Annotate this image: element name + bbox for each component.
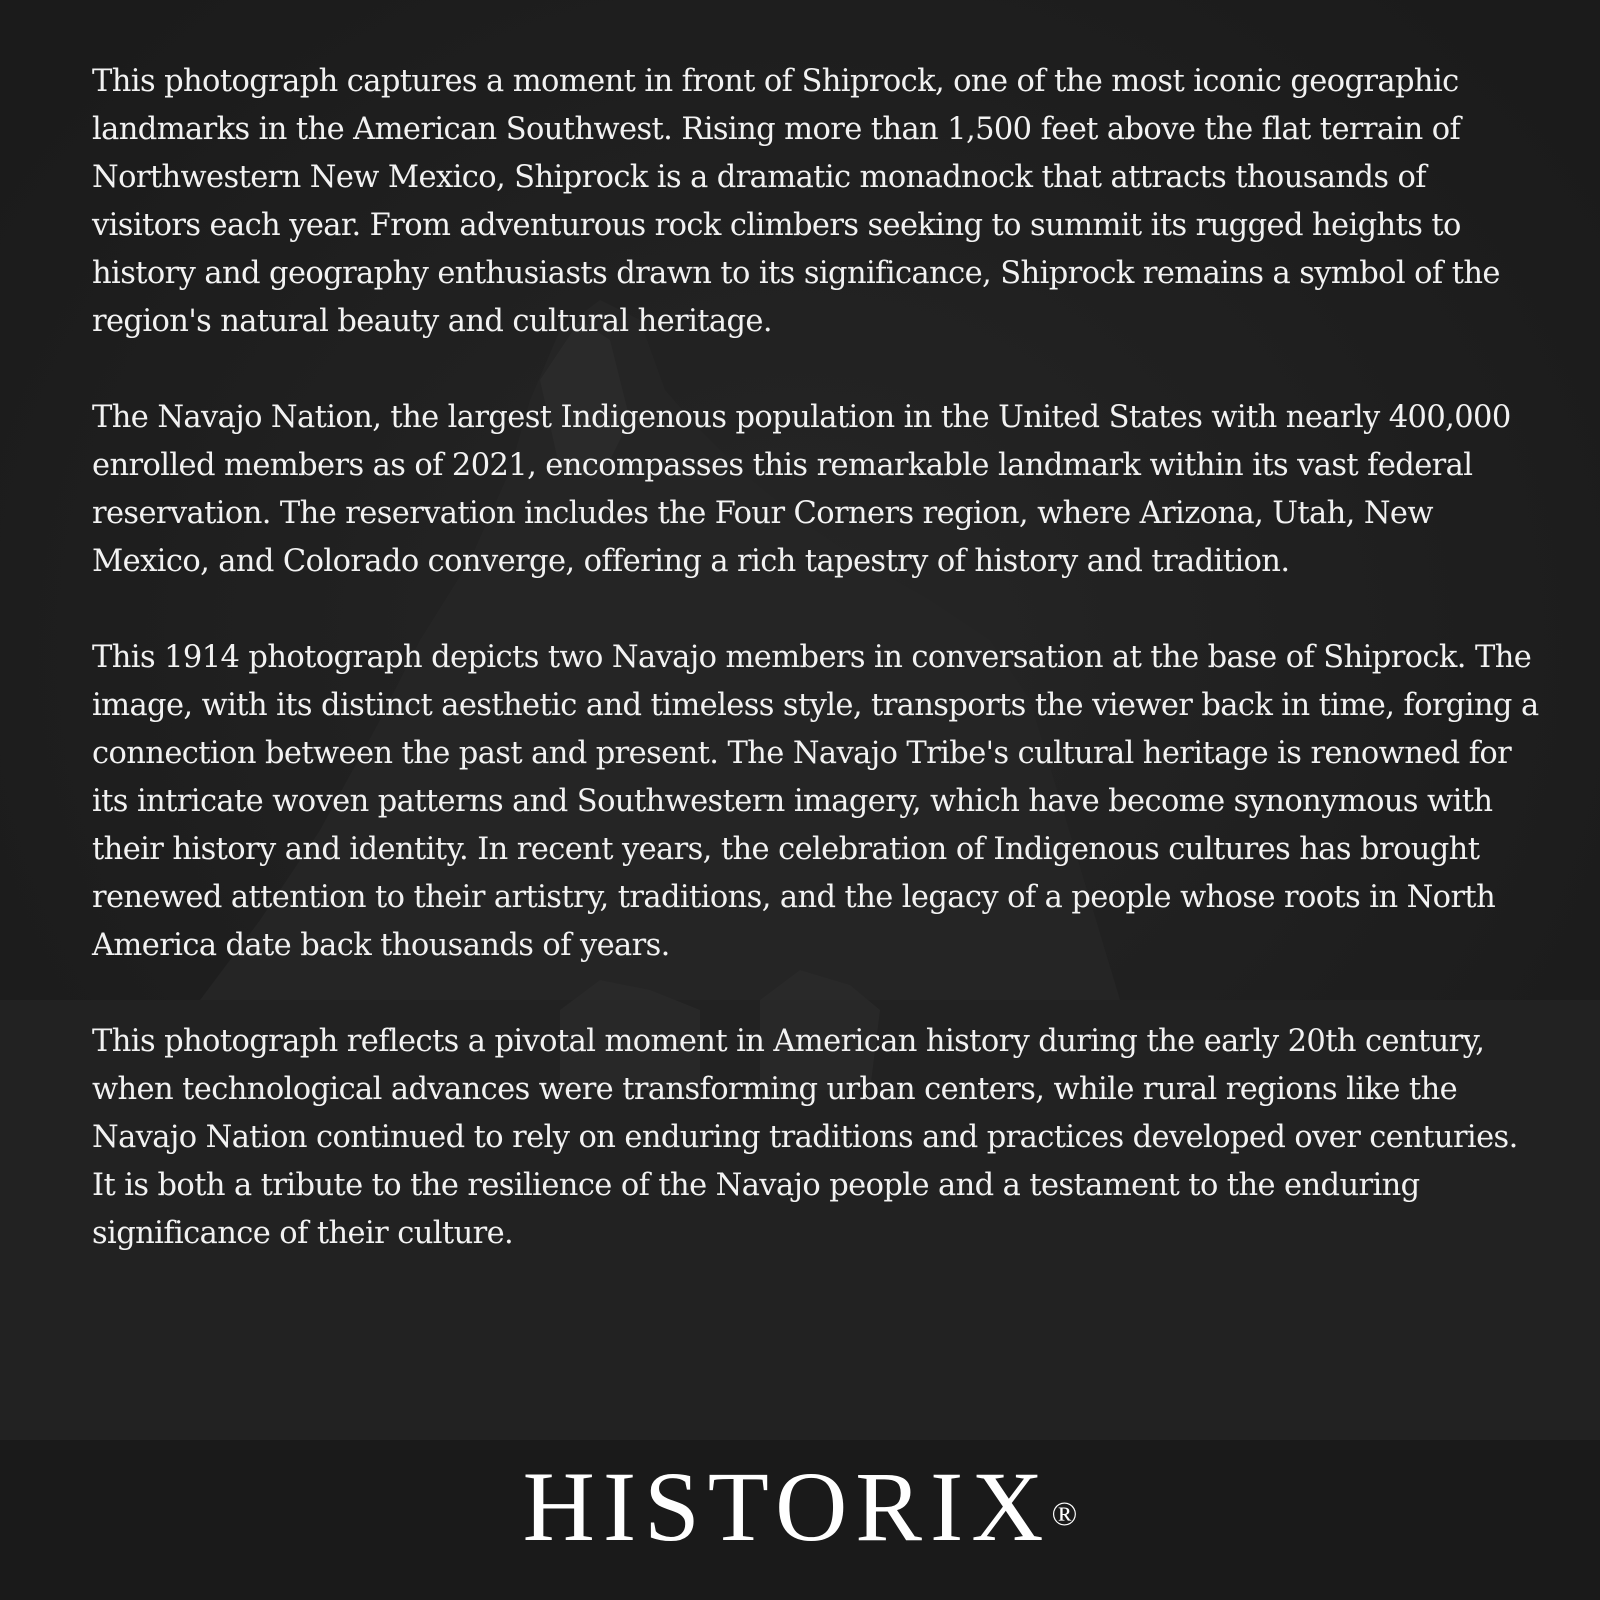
paragraph-shiprock-intro: This photograph captures a moment in front of Shiprock, one of the most iconic geographic landmarks in the American Southwest. Rising more than 1,500 feet above the flat terrain of Northwestern New Mexico, Shiprock is a dramatic monadnock that attracts thousands of visitors each year. From adventurous rock climbers seeking to summit its rugged heights to history and geography enthusiasts drawn to its significance, Shiprock remains a symbol of the region's natural beauty and cultural heritage. bbox=[92, 64, 1500, 339]
paragraph-historical-context: This photograph reflects a pivotal moment in American history during the early 20th century, when technological advances were transforming urban centers, while rural regions like the Navajo Nation continued to rely on enduring traditions and practices developed over centuries. It is both a tribute to the resilience of the Navajo people and a testament to the enduring significance of their culture. bbox=[92, 1024, 1518, 1251]
historix-logo bbox=[0, 1452, 1600, 1562]
description-text bbox=[92, 58, 1542, 1258]
logo-wordmark: HISTORIX bbox=[522, 1451, 1052, 1562]
registered-mark: ® bbox=[1051, 1496, 1078, 1533]
paragraph-1914-photograph: This 1914 photograph depicts two Navajo members in conversation at the base of Shiprock. The image, with its distinct aesthetic and timeless style, transports the viewer back in time, forging a connection between the past and present. The Navajo Tribe's cultural heritage is renowned for its intricate woven patterns and Southwestern imagery, which have become synonymous with their history and identity. In recent years, the celebration of Indigenous cultures has brought renewed attention to their artistry, traditions, and the legacy of a people whose roots in North America date back thousands of years. bbox=[92, 640, 1539, 963]
paragraph-navajo-nation: The Navajo Nation, the largest Indigenous population in the United States with nearly 400,000 enrolled members as of 2021, encompasses this remarkable landmark within its vast federal reservation. The reservation includes the Four Corners region, where Arizona, Utah, New Mexico, and Colorado converge, offering a rich tapestry of history and tradition. bbox=[92, 400, 1511, 579]
